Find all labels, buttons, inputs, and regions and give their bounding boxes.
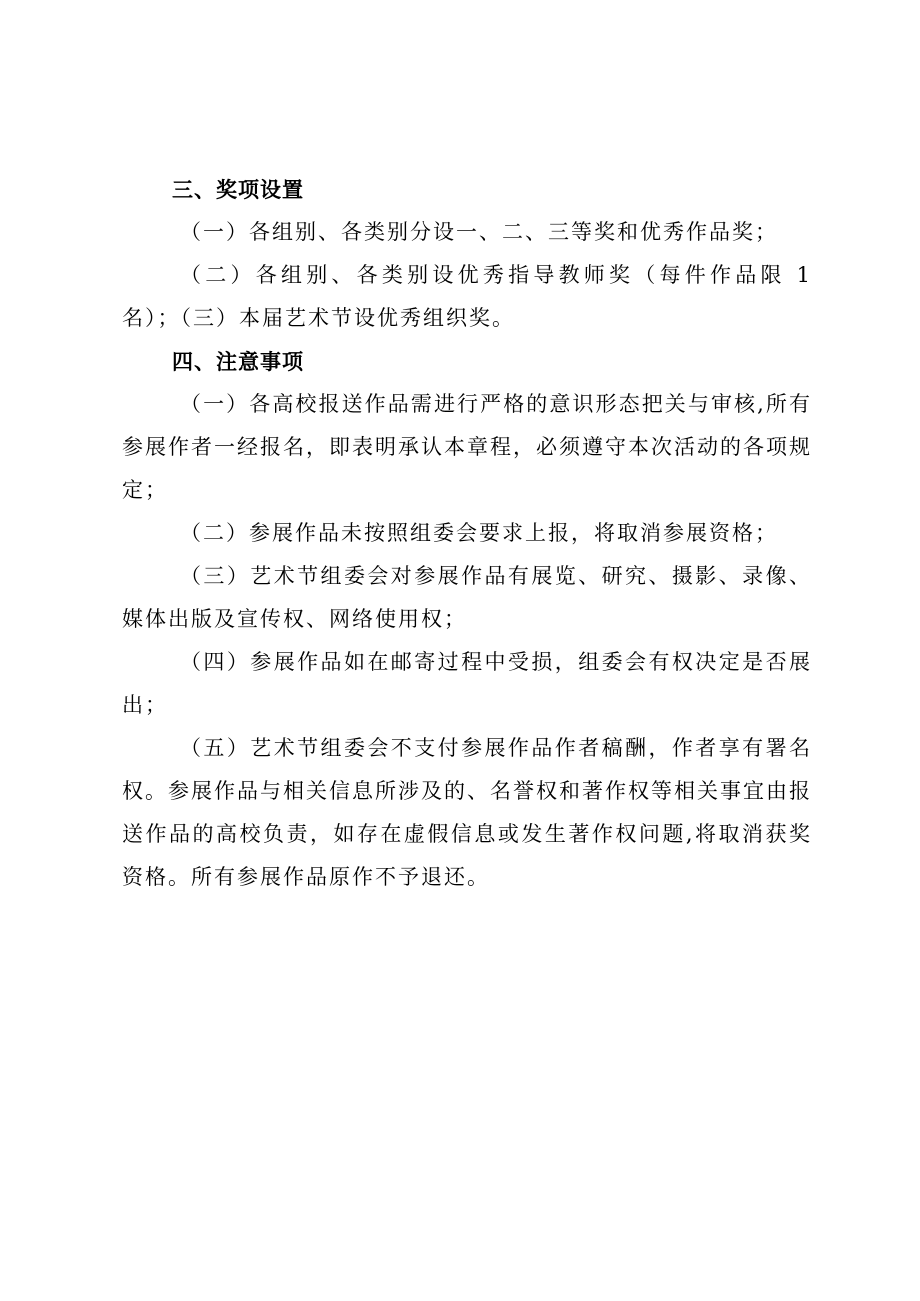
paragraph-awards-1: （一）各组别、各类别分设一、二、三等奖和优秀作品奖；	[180, 220, 778, 244]
paragraph-awards-2: （二）各组别、各类别设优秀指导教师奖（每件作品限 1 名）；（三）本届艺术节设优秀组织奖。	[122, 263, 812, 330]
paragraph-notes-5: （五）艺术节组委会不支付参展作品作者稿酬，作者享有署名权。参展作品与相关信息所涉及的、名誉权和著作权等相关事宜由报送作品的高校负责，如存在虚假信息或发生著作权问题,将取消获奖资格。所有参展作品原作不予退还。	[122, 736, 812, 889]
paragraph-notes-4: （四）参展作品如在邮寄过程中受损，组委会有权决定是否展出；	[122, 650, 812, 717]
paragraph-notes-1: （一）各高校报送作品需进行严格的意识形态把关与审核,所有参展作者一经报名，即表明承认本章程，必须遵守本次活动的各项规定；	[122, 392, 812, 502]
paragraph-notes-3: （三）艺术节组委会对参展作品有展览、研究、摄影、录像、媒体出版及宣传权、网络使用权；	[122, 564, 812, 631]
section-heading-awards: 三、奖项设置	[172, 177, 304, 202]
paragraph-notes-2: （二）参展作品未按照组委会要求上报，将取消参展资格；	[180, 521, 778, 545]
document-body	[122, 168, 812, 899]
section-heading-notes: 四、注意事项	[172, 349, 304, 374]
